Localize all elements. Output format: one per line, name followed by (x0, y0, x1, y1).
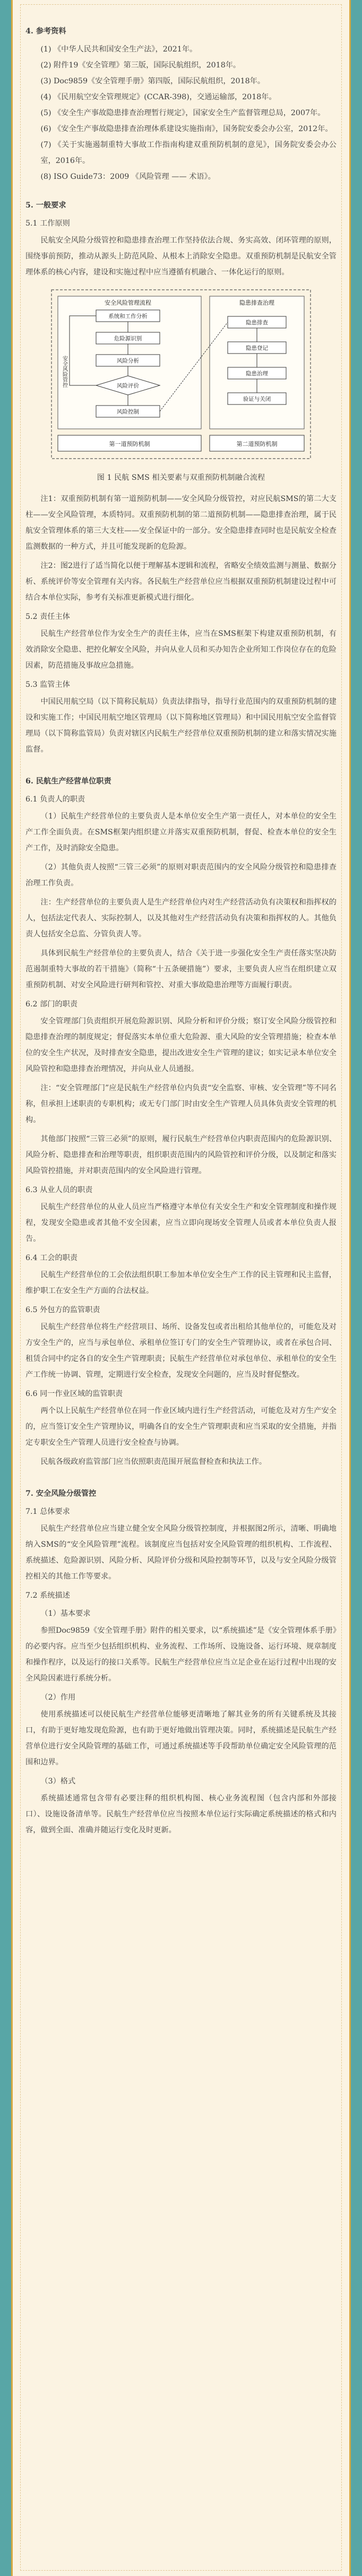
flow-diagram (25, 287, 337, 468)
section-6-3-paragraph: 民航生产经营单位的从业人员应当严格遵守本单位有关安全生产和安全管理制度和操作规程，发现安全隐患或者其他不安全因素，应当立即向现场安全管理人员或者本单位负责人报告。 (25, 1203, 337, 1243)
refs-heading: 4. 参考资料 (25, 27, 66, 36)
section-6-1-p1: （1）民航生产经营单位的主要负责人是本单位安全生产第一责任人，对本单位的安全生产工作全面负责。在SMS框架内组织建立并落实双重预防机制，督促、检查本单位的安全生产工作，及时消除安全隐患。 (25, 812, 337, 852)
figure-caption: 图 1 民航 SMS 相关要素与双重预防机制融合流程 (97, 473, 265, 482)
fig-box-2: 危险源识别 (114, 335, 142, 342)
section-6-1-p3: 具体到民航生产经营单位的主要负责人，结合《关于进一步强化安全生产责任落实坚决防范遏制重特大事故的若干措施》（简称“十五条硬措施”）要求，主要负责人应当在组织建立双重预防机制、对安全风险进行研判和管控、对重大事故隐患治理等方面履行职责。 (25, 949, 337, 989)
fig-box-1: 系统和工作分析 (108, 313, 148, 320)
section-6-1-note: 注：生产经营单位的主要负责人是生产经营单位内对生产经营活动负有决策权和指挥权的人，包括法定代表人、实际控制人，以及其他对生产经营活动负有决策和指挥权的人。其他负责人包括安全总监、分管负责人等。 (25, 898, 337, 938)
section-7-2-heading: 7.2 系统描述 (25, 1591, 70, 1600)
fig-left-label: 安全风险管控 (61, 356, 67, 387)
section-7-2-2-paragraph: 使用系统描述可以使民航生产经营单位能够更清晰地了解其业务的所有关键系统及其接口，有助于更好地发现危险源，也有助于更好地做出管理决策。同时，系统描述是民航生产经营单位进行安全风险管理的基础工作，可通过系统描述等手段帮助单位确定安全风险管理的范围和边界。 (25, 1710, 337, 1767)
section-7-2-1-heading: （1）基本要求 (40, 1609, 91, 1618)
section-7-2-3-paragraph: 系统描述通常包含带有必要注释的组织机构图、核心业务流程图（包含内部和外部接口）、设施设备清单等。民航生产经营单位应当按照本单位运行实际确定系统描述的格式和内容，做到全面、准确并随运行变化及时更新。 (25, 1794, 337, 1834)
section-5-heading: 5. 一般要求 (25, 201, 66, 210)
section-5-3-heading: 5.3 监管主体 (25, 680, 70, 689)
section-6-2-note: 注：“安全管理部门”应是民航生产经营单位内负责“安全监察、审核、安全管理”等不同名称，但承担上述职责的专职机构；或无专门部门时由安全生产管理人员具体负责安全管理的机构。 (25, 1084, 337, 1124)
section-6-1-heading: 6.1 负责人的职责 (25, 795, 85, 804)
section-6-6-heading: 6.6 同一作业区域的监管职责 (25, 1390, 123, 1398)
fig-r3: 隐患治理 (246, 371, 268, 377)
ref-item: (1) 《中华人民共和国安全生产法》，2021年。 (40, 45, 197, 54)
fig-box-5: 风险控制 (117, 409, 139, 415)
ref-item: (8) ISO Guide73：2009 《风险管理 —— 术语》。 (40, 173, 216, 181)
section-6-5-paragraph: 民航生产经营单位将生产经营项目、场所、设备发包或者出租给其他单位的，可能危及对方安全生产的，应当与承包单位、承租单位签订专门的安全生产管理协议，或者在承包合同、租赁合同中约定各自的安全生产管理职责；民航生产经营单位对承包单位、承租单位的安全生产工作统一协调、管理，定期进行安全检查，发现安全问题的，应当及时督促整改。 (25, 1323, 337, 1379)
section-6-2-p1: 安全管理部门负责组织开展危险源识别、风险分析和评价分级；察订安全风险分级管控和隐患排查治理的制度规定；督促落实本单位重大危险源、重大风险的安全管理措施；检查本单位的安全生产状况，及时排查安全隐患，提出改进安全生产管理的建议；如实记录本单位安全风险管控和隐患排查治理情况，并向从业人员通报。 (25, 1017, 337, 1073)
ref-item: (7) 《关于实施遏制重特大事故工作指南构建双重预防机制的意见》，国务院安委会办公室，2016年。 (40, 141, 337, 165)
fig-r1: 隐患排查 (246, 320, 268, 326)
fig-r4: 验证与关闭 (243, 396, 271, 402)
section-6-1-p2: （2）其他负责人按照“三管三必须”的原则对职责范围内的安全风险分级管控和隐患排查治理工作负责。 (25, 863, 337, 888)
section-6-2-p2: 其他部门按照“三管三必须”的原则，履行民航生产经营单位内职责范围内的危险源识别、风险分析、隐患排查和治理等职责，组织职责范围内的风险管控和评价分级，以及制定和落实风险管控措施，并对职责范围内的安全风险进行管理。 (25, 1135, 337, 1175)
section-7-2-2-heading: （2）作用 (40, 1693, 76, 1702)
fig-box-4: 风险评价 (117, 383, 139, 389)
flow-diagram-svg (48, 287, 314, 462)
section-6-heading: 6. 民航生产经营单位职责 (25, 777, 111, 786)
fig-bottom-right: 第二道预防机制 (236, 441, 278, 447)
section-5-2-heading: 5.2 责任主体 (25, 613, 70, 621)
section-7-1-heading: 7.1 总体要求 (25, 1507, 70, 1516)
section-6-6-paragraph-2: 民航各级政府监管部门应当依照职责范围开展监督检查和执法工作。 (40, 1458, 267, 1466)
section-7-2-3-heading: （3）格式 (40, 1777, 76, 1786)
section-7-heading: 7. 安全风险分级管控 (25, 1489, 97, 1498)
section-7-1-paragraph: 民航生产经营单位应当建立健全安全风险分级管控制度，并根据图2所示，清晰、明确地纳入SMS的“安全风险管理”流程。该制度应当包括对安全风险管理的组织机构、工作流程、系统描述、危险源识别、风险分析、风险评价分级和风险控制等环节，以及与安全风险分级管控相关的其他工作等要求。 (25, 1524, 337, 1581)
ref-item: (5) 《安全生产事故隐患排查治理暂行规定》，国家安全生产监督管理总局，2007年。 (40, 109, 325, 117)
fig-box-3: 风险分析 (117, 358, 139, 364)
section-6-2-heading: 6.2 部门的职责 (25, 1000, 78, 1009)
section-5-1-paragraph: 民航安全风险分级管控和隐患排查治理工作坚持依法合规、务实高效、闭环管理的原则，围绕事前预防，推动从源头上防范风险、从根本上消除安全隐患。双重预防机制是民航安全管理体系的核心内容，建设和实施过程中应当遵循有机融合、一体化运行的原则。 (25, 236, 337, 277)
section-5-3-paragraph: 中国民用航空局（以下简称民航局）负责法律指导，指导行业范围内的双重预防机制的建设和实施工作；中国民用航空地区管理局（以下简称地区管理局）和中国民用航空安全监督管理局（以下简称监管局）负责对辖区内民航生产经营单位双重预防机制的建立和落实情况实施监督。 (25, 697, 337, 754)
note-1: 注1：双重预防机制有第一道预防机制——安全风险分级管控，对应民航SMS的第二大支柱——安全风险管理，本质特同。双重预防机制的第二道预防机制——隐患排查治理，属于民航安全管理体系的第三大支柱——安全保证中的一部分。安全隐患排查同时也是民航安全检查监测数据的一种方式，并且可能发现新的危险源。 (25, 495, 337, 551)
fig-right-top: 隐患排查治理 (239, 299, 274, 306)
note-2: 注2：图2进行了适当简化以便于理解基本逻辑和流程，省略安全绩效监测与测量、数据分析、系统评价等安全管理有关内容。各民航生产经营单位应当根据双重预防机制建设过程中可结合本单位实际，参考有关标准更新模式进行细化。 (25, 562, 337, 602)
section-6-4-paragraph: 民航生产经营单位的工会依法组织职工参加本单位安全生产工作的民主管理和民主监督，维护职工在安全生产方面的合法权益。 (25, 1271, 337, 1295)
section-6-4-heading: 6.4 工会的职责 (25, 1254, 78, 1262)
section-6-6-paragraph: 两个以上民航生产经营单位在同一作业区域内进行生产经营活动，可能危及对方生产安全的，应当签订安全生产管理协议，明确各自的安全生产管理职责和应当采取的安全措施，并指定专职安全生产管理人员进行安全检查与协调。 (25, 1407, 337, 1447)
ref-item: (3) Doc9859《安全管理手册》第四版，国际民航组织，2018年。 (40, 77, 265, 85)
fig-outer-top: 安全风险管理流程 (105, 299, 151, 306)
ref-item: (2) 附件19《安全管理》第三版，国际民航组织，2018年。 (40, 61, 241, 70)
section-6-5-heading: 6.5 外包方的监管职责 (25, 1306, 100, 1314)
document-body (25, 18, 337, 1841)
section-5-1-heading: 5.1 工作原则 (25, 219, 70, 228)
ref-item: (4) 《民用航空安全管理规定》(CCAR-398)，交通运输部，2018年。 (40, 93, 277, 101)
ref-item: (6) 《安全生产事故隐患排查治理体系建设实施指南》，国务院安委会办公室，2012年。 (40, 125, 333, 133)
section-7-2-1-paragraph: 参照Doc9859《安全管理手册》附件的相关要求，以“系统描述”是《安全管理体系手册》的必要内容。应当至少包括组织机构、业务流程、工作场所、设施设备、运行环境、规章制度和操作程序，以及运行的接口关系等。民航生产经营单位应当立足企业在运行过程中出现的安全风险因素进行系统分析。 (25, 1626, 337, 1683)
section-6-3-heading: 6.3 从业人员的职责 (25, 1186, 93, 1194)
fig-bottom-left: 第一道预防机制 (109, 441, 150, 447)
fig-r2: 隐患登记 (246, 345, 268, 351)
section-5-2-paragraph: 民航生产经营单位作为安全生产的责任主体，应当在SMS框架下构建双重预防机制，有效消除安全隐患、把控化解安全风险，并向从业人员和买办知告企业所知工作岗位存在的危险因素，防范措施及事故应急措施。 (25, 630, 337, 670)
